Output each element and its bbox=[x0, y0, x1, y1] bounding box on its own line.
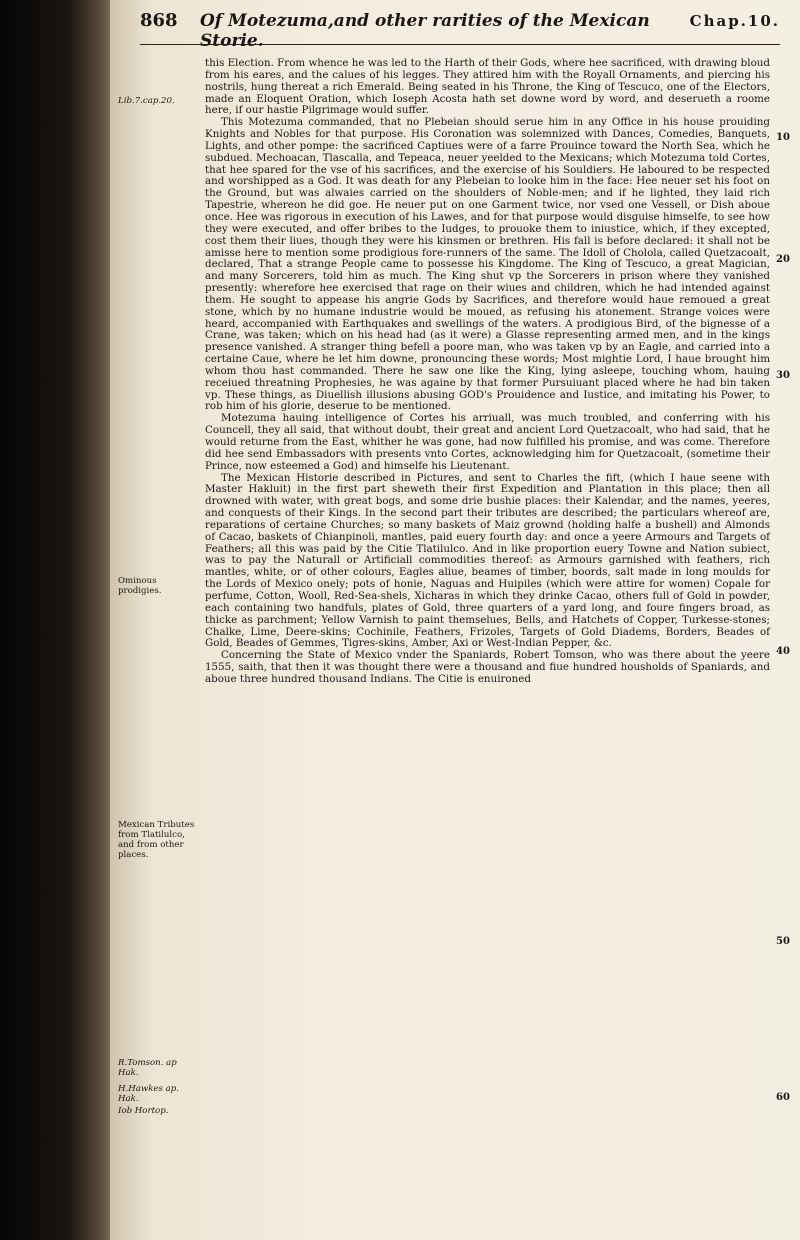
running-title: Of Motezuma,and other rarities of the Mexican Storie. bbox=[200, 11, 650, 51]
line-number: 60 bbox=[776, 1092, 790, 1103]
body-text bbox=[205, 58, 770, 686]
book-spine bbox=[0, 0, 125, 1240]
book-page bbox=[110, 0, 800, 1240]
margin-note-acosta: Lib.7.cap.20. bbox=[118, 96, 175, 106]
margin-note-hortop: Iob Hortop. bbox=[118, 1106, 169, 1116]
page-number: 868 bbox=[140, 10, 178, 31]
margin-note-ominous: Ominous prodigies. bbox=[118, 576, 162, 596]
margin-note-tribute: Mexican Tributes from Tlatilulco, and from other places. bbox=[118, 820, 195, 860]
line-number: 20 bbox=[776, 254, 790, 265]
paragraph: The Mexican Historie described in Pictures, and sent to Charles the fift, (which I haue seene with Master Hakluit) in the first part sheweth their first Expedition and Plantation in this place; then all drowned with water, with great bogs, and some drie bushie places: their Kalendar, and the names, yeeres, and conquests of their Kings. In the second part their tributes are described; the particulars whereof are, reparations of certaine Churches; so many baskets of Maiz grownd (holding halfe a bushell) and Almonds of Cacao, baskets of Chianpinoli, mantles, paid euery fourth day: and once a yeere Armours and Targets of Feathers; all this was paid by the Citie Tlatilulco. And in like proportion euery Towne and Nation subiect, was to pay the Naturall or Artificiall commodities thereof: as Armours garnished with feathers, rich mantles, white, or of other colours, Eagles aliue, beames of timber, boords, salt made in long moulds for the Lords of Mexico onely; pots of honie, Naguas and Huipiles (which were attire for women) Copale for perfume, Cotton, Wooll, Red-Sea-shels, Xicharas in which they drinke Cacao, others full of Gold in powder, each containing two handfuls, plates of Gold, three quarters of a yard long, and foure fingers broad, as thicke as parchment; Yellow Varnish to paint themselues, Bells, and Hatchets of Copper, Turkesse-stones; Chalke, Lime, Deere-skins; Cochinile, Feathers, Frizoles, Targets of Gold Diadems, Borders, Beades of Gold, Beades of Gemmes, Tigres-skins, Amber, Axi or West-Indian Pepper, &c. bbox=[205, 471, 770, 650]
line-number: 40 bbox=[776, 646, 790, 657]
line-number: 30 bbox=[776, 370, 790, 381]
margin-note-tomson: R.Tomson. ap Hak. bbox=[118, 1058, 177, 1078]
line-number: 10 bbox=[776, 132, 790, 143]
paragraph: This Motezuma commanded, that no Plebeian should serue him in any Office in his house prouiding Knights and Nobles for that purpose. His Coronation was solemnized with Dances, Comedies, Banquets, Lights, and other pompe: the sacrificed Captiues were of a farre Prouince toward the North Sea, which he subdued. Mechoacan, Tlascalla, and Tepeaca, neuer yeelded to the Mexicans; which Motezuma told Cortes, that hee spared for the vse of his sacrifices, and the exercise of his Souldiers. He laboured to be respected and worshipped as a God. It was death for any Plebeian to looke him in the face: Hee neuer set his foot on the Ground, but was alwaies carried on the shoulders of Noble-men; and if he lighted, they laid rich Tapestrie, whereon he did goe. He neuer put on one Garment twice, nor vsed one Vessell, or Dish aboue once. Hee was rigorous in execution of his Lawes, and for that purpose would disguise himselfe, to see how they were executed, and offer bribes to the Iudges, to prouoke them to iniustice, which, if they excepted, cost them their liues, though they were his kinsmen or brethren. His fall is before declared: it shall not be amisse here to mention some prodigious fore-runners of the same. The Idoll of Cholola, called Quetzacoalt, declared, That a strange People came to possesse his Kingdome. The King of Tescuco, a great Magician, and many Sorcerers, told him as much. The King shut vp the Sorcerers in prison where they vanished presently: wherefore hee exercised that rage on their wiues and children, which he had intended against them. He sought to appease his angrie Gods by Sacrifices, and therefore would haue remoued a great stone, which by no humane industrie would be moued, as refusing his atonement. Strange voices were heard, accompanied with Earthquakes and swellings of the waters. A prodigious Bird, of the bignesse of a Crane, was taken; which on his head had (as it were) a Glasse representing armed men, and in the kings presence vanished. A stranger thing befell a poore man, who was taken vp by an Eagle, and carried into a certaine Caue, where he let him downe, pronouncing these words; Most mightie Lord, I haue brought him whom thou hast commanded. There he saw one like the King, lying asleepe, touching whom, hauing receiued threatning Prophesies, he was againe by that former Pursuiuant placed where he had bin taken vp. These things, as Diuellish illusions abusing GOD's Prouidence and Iustice, and imitating his Power, to rob him of his glorie, deserue to be mentioned. bbox=[205, 116, 770, 413]
line-number: 50 bbox=[776, 936, 790, 947]
paragraph: Concerning the State of Mexico vnder the Spaniards, Robert Tomson, who was there about the yeere 1555, saith, that then it was thought there were a thousand and fiue hundred housholds of Spaniards, and aboue three hundred thousand Indians. The Citie is enuironed bbox=[205, 649, 770, 685]
paragraph: Motezuma hauing intelligence of Cortes his arriuall, was much troubled, and conferring with his Councell, they all said, that without doubt, their great and ancient Lord Quetzacoalt, who had said, that he would returne from the East, whither he was gone, had now fulfilled his promise, and was come. Therefore did hee send Embassadors with presents vnto Cortes, acknowledging him for Quetzacoalt, (sometime their Prince, now esteemed a God) and himselfe his Lieutenant. bbox=[205, 412, 770, 472]
margin-note-hawkes: H.Hawkes ap. Hak. bbox=[118, 1084, 179, 1104]
page-header bbox=[140, 10, 780, 51]
paragraph: this Election. From whence he was led to the Harth of their Gods, where hee sacrificed, with drawing bloud from his eares, and the calues of his legges. They attired him with the Royall Ornaments, and piercing his nostrils, hung thereat a rich Emerald. Being seated in his Throne, the King of Tescuco, one of the Electors, made an Eloquent Oration, which Ioseph Acosta hath set downe word by word, and deserueth a roome here, if our hastie Pilgrimage would suffer. bbox=[205, 57, 770, 117]
chapter-mark: Chap.10. bbox=[689, 12, 780, 30]
